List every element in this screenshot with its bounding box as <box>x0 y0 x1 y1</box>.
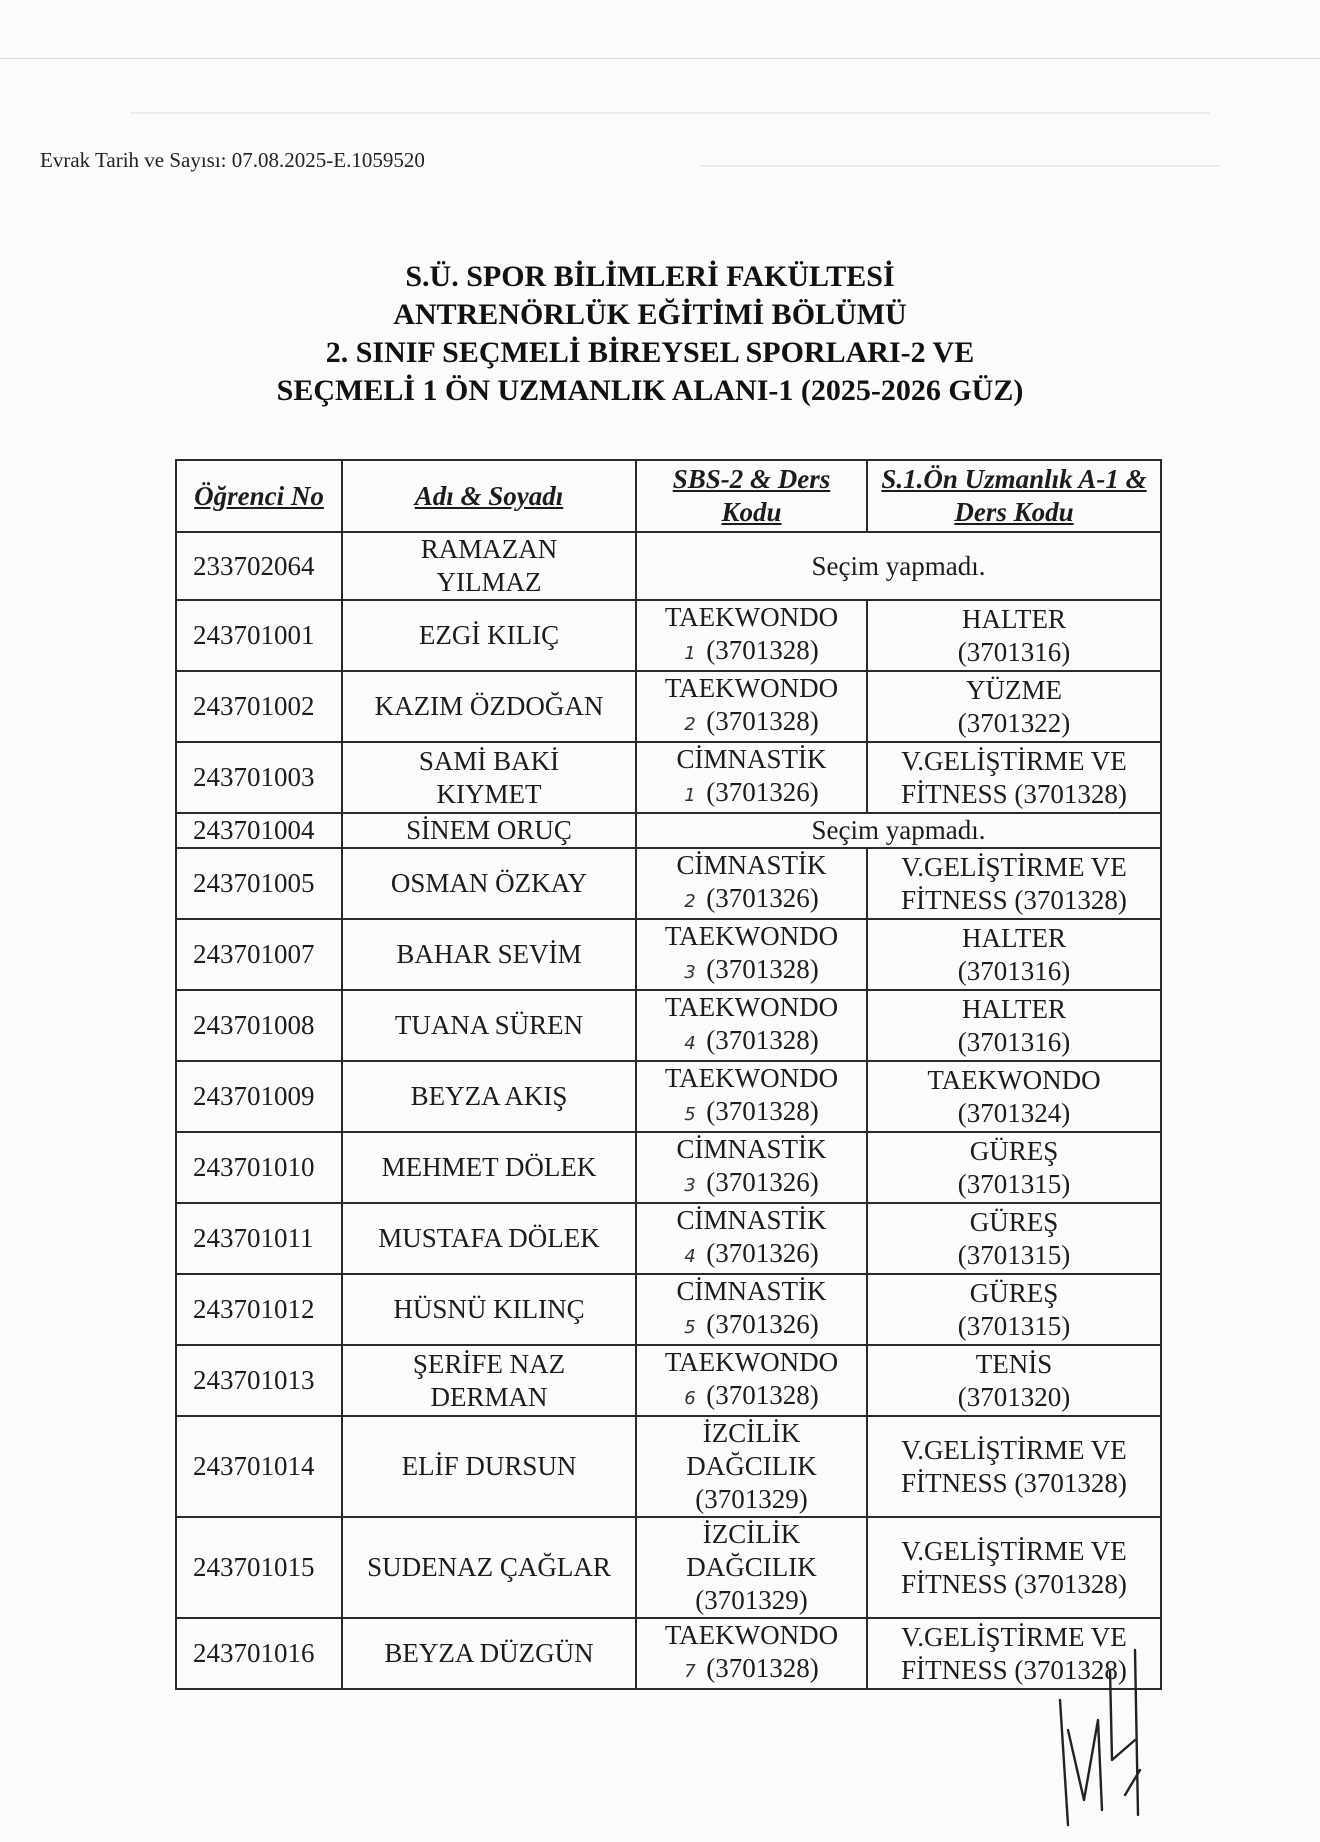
course-code: (3701326) <box>706 883 819 913</box>
sbs2-course-cell <box>636 1416 867 1517</box>
course-line: V.GELİŞTİRME VE <box>901 1535 1127 1566</box>
course-line: V.GELİŞTİRME VE <box>901 1434 1127 1465</box>
table-row <box>176 1274 1161 1345</box>
document-headings <box>200 258 1100 410</box>
course-line: CİMNASTİK <box>676 1205 827 1235</box>
handwritten-order-mark: 3 <box>684 962 696 983</box>
student-number-cell: 243701014 <box>176 1416 342 1517</box>
course-line: (3701329) <box>695 1484 808 1514</box>
handwritten-signature <box>1040 1610 1160 1830</box>
student-number-cell: 243701001 <box>176 600 342 671</box>
student-number-cell: 243701012 <box>176 1274 342 1345</box>
student-name-cell <box>342 600 636 671</box>
course-line: (3701315) <box>957 1239 1071 1270</box>
course-line: CİMNASTİK <box>676 1276 827 1306</box>
handwritten-order-mark: 2 <box>684 714 696 735</box>
course-line: GÜREŞ <box>969 1135 1059 1166</box>
table-row <box>176 1132 1161 1203</box>
course-line: (3701329) <box>695 1585 808 1615</box>
bleed-through-line <box>130 112 1210 114</box>
student-number-cell: 243701003 <box>176 742 342 813</box>
student-number-cell: 243701002 <box>176 671 342 742</box>
student-name-line: YILMAZ <box>436 567 542 597</box>
course-code-line <box>641 1166 862 1202</box>
sbs2-course-cell <box>636 990 867 1061</box>
student-number-cell: 243701010 <box>176 1132 342 1203</box>
document-reference: Evrak Tarih ve Sayısı: 07.08.2025-E.1059520 <box>40 148 425 172</box>
sbs2-course-cell <box>636 919 867 990</box>
course-code-line <box>641 1308 862 1344</box>
handwritten-order-mark: 4 <box>684 1246 696 1267</box>
pre-specialization-course-cell <box>867 742 1161 813</box>
student-name-cell <box>342 919 636 990</box>
course-line: (3701324) <box>957 1097 1071 1128</box>
course-line: (3701322) <box>957 707 1071 738</box>
student-name-cell <box>342 1132 636 1203</box>
no-selection-cell: Seçim yapmadı. <box>636 532 1161 600</box>
course-line: TAEKWONDO <box>664 1063 839 1093</box>
course-line: V.GELİŞTİRME VE <box>901 1621 1127 1652</box>
student-name-line: HÜSNÜ KILINÇ <box>393 1294 585 1324</box>
course-line: TENİS <box>975 1348 1053 1379</box>
course-line: TAEKWONDO <box>664 602 839 632</box>
course-line: İZCİLİK <box>702 1418 801 1448</box>
no-selection-cell: Seçim yapmadı. <box>636 813 1161 848</box>
course-code: (3701326) <box>706 1167 819 1197</box>
course-code-line <box>641 705 862 741</box>
student-name-line: ELİF DURSUN <box>401 1451 577 1481</box>
course-line: FİTNESS (3701328) <box>901 1568 1127 1599</box>
student-name-cell <box>342 1416 636 1517</box>
course-code-line <box>641 882 862 918</box>
sbs2-course-cell <box>636 848 867 919</box>
student-name-line: SİNEM ORUÇ <box>406 815 572 845</box>
student-name-line: DERMAN <box>430 1381 548 1412</box>
course-line: DAĞCILIK <box>686 1451 817 1481</box>
course-line: İZCİLİK <box>702 1519 801 1549</box>
course-code: (3701328) <box>706 1653 819 1683</box>
student-name-line: OSMAN ÖZKAY <box>390 868 588 898</box>
header-sbs2-course: SBS-2 & Ders Kodu <box>636 460 867 532</box>
student-name-line: BEYZA DÜZGÜN <box>384 1638 594 1668</box>
course-code: (3701326) <box>706 1238 819 1268</box>
student-name-line: SAMİ BAKİ <box>418 745 560 776</box>
table-row <box>176 600 1161 671</box>
student-name-cell <box>342 1203 636 1274</box>
handwritten-order-mark: 7 <box>684 1661 696 1682</box>
pre-specialization-course-cell <box>867 848 1161 919</box>
pre-specialization-course-cell <box>867 1132 1161 1203</box>
course-code-line <box>641 634 862 670</box>
handwritten-order-mark: 5 <box>684 1104 696 1125</box>
handwritten-order-mark: 5 <box>684 1317 696 1338</box>
student-number-cell: 243701015 <box>176 1517 342 1618</box>
course-code: (3701328) <box>706 954 819 984</box>
pre-specialization-course-cell <box>867 1203 1161 1274</box>
course-line: (3701320) <box>957 1381 1071 1412</box>
course-line: TAEKWONDO <box>927 1064 1101 1095</box>
paper-edge <box>0 58 1320 59</box>
student-name-line: RAMAZAN <box>420 534 558 564</box>
student-name-line: EZGİ KILIÇ <box>418 620 560 650</box>
student-name-cell <box>342 848 636 919</box>
course-line: GÜREŞ <box>969 1277 1059 1308</box>
table-row <box>176 919 1161 990</box>
course-line: (3701315) <box>957 1168 1071 1199</box>
course-line: TAEKWONDO <box>664 992 839 1022</box>
student-name-line: TUANA SÜREN <box>394 1010 584 1040</box>
course-code: (3701326) <box>706 777 819 807</box>
pre-specialization-course-cell <box>867 600 1161 671</box>
course-line: TAEKWONDO <box>664 1620 839 1650</box>
sbs2-course-cell <box>636 1274 867 1345</box>
sbs2-course-cell <box>636 1345 867 1416</box>
course-code: (3701328) <box>706 1380 819 1410</box>
sbs2-course-cell <box>636 671 867 742</box>
table-row <box>176 1345 1161 1416</box>
student-name-line: KAZIM ÖZDOĞAN <box>374 691 604 721</box>
student-number-cell: 243701007 <box>176 919 342 990</box>
pre-specialization-course-cell <box>867 990 1161 1061</box>
course-line: GÜREŞ <box>969 1206 1059 1237</box>
course-code-line <box>641 1095 862 1131</box>
course-line: HALTER <box>961 603 1066 634</box>
course-code-line <box>641 776 862 812</box>
table-row <box>176 848 1161 919</box>
course-code: (3701326) <box>706 1309 819 1339</box>
sbs2-course-cell <box>636 1132 867 1203</box>
table-row <box>176 1061 1161 1132</box>
course-line: YÜZME <box>966 674 1062 705</box>
student-number-cell: 243701004 <box>176 813 342 848</box>
course-line: FİTNESS (3701328) <box>901 778 1127 809</box>
table-row <box>176 1517 1161 1618</box>
sbs2-course-cell <box>636 600 867 671</box>
student-name-cell <box>342 742 636 813</box>
student-name-cell <box>342 1345 636 1416</box>
handwritten-order-mark: 1 <box>684 643 696 664</box>
course-line: CİMNASTİK <box>676 850 827 880</box>
student-number-cell: 243701005 <box>176 848 342 919</box>
course-line: V.GELİŞTİRME VE <box>901 745 1127 776</box>
student-name-cell <box>342 1061 636 1132</box>
sbs2-course-cell <box>636 742 867 813</box>
course-line: (3701316) <box>957 955 1071 986</box>
student-name-cell <box>342 1517 636 1618</box>
course-line: FİTNESS (3701328) <box>901 884 1127 915</box>
table-row <box>176 1203 1161 1274</box>
student-number-cell: 243701016 <box>176 1618 342 1689</box>
student-number-cell: 243701011 <box>176 1203 342 1274</box>
student-name-cell <box>342 671 636 742</box>
course-line: TAEKWONDO <box>664 673 839 703</box>
student-name-line: MUSTAFA DÖLEK <box>378 1223 600 1253</box>
course-line: TAEKWONDO <box>664 1347 839 1377</box>
table-row <box>176 990 1161 1061</box>
course-line: (3701315) <box>957 1310 1071 1341</box>
student-number-cell: 243701009 <box>176 1061 342 1132</box>
student-number-cell: 243701008 <box>176 990 342 1061</box>
pre-specialization-course-cell <box>867 1345 1161 1416</box>
course-code: (3701328) <box>706 706 819 736</box>
student-name-cell <box>342 1274 636 1345</box>
heading-line: 2. SINIF SEÇMELİ BİREYSEL SPORLARI-2 VE <box>325 336 975 369</box>
course-line: V.GELİŞTİRME VE <box>901 851 1127 882</box>
bleed-through-line <box>700 165 1220 167</box>
handwritten-order-mark: 3 <box>684 1175 696 1196</box>
course-line: HALTER <box>961 922 1066 953</box>
header-pre-specialization-course: S.1.Ön Uzmanlık A-1 & Ders Kodu <box>867 460 1161 532</box>
student-number-cell: 233702064 <box>176 532 342 600</box>
table-row <box>176 1416 1161 1517</box>
header-student-no: Öğrenci No <box>176 460 342 532</box>
course-line: CİMNASTİK <box>676 1134 827 1164</box>
course-code-line <box>641 1024 862 1060</box>
student-name-line: MEHMET DÖLEK <box>381 1152 597 1182</box>
student-name-line: BAHAR SEVİM <box>396 939 582 969</box>
course-line: FİTNESS (3701328) <box>901 1467 1127 1498</box>
pre-specialization-course-cell <box>867 1517 1161 1618</box>
course-code-line <box>641 953 862 989</box>
course-code: (3701328) <box>706 1025 819 1055</box>
table-row <box>176 813 1161 848</box>
student-name-cell <box>342 532 636 600</box>
handwritten-order-mark: 4 <box>684 1033 696 1054</box>
student-name-cell <box>342 1618 636 1689</box>
course-line: HALTER <box>961 993 1066 1024</box>
course-code-line <box>641 1237 862 1273</box>
course-line: CİMNASTİK <box>676 744 827 774</box>
course-line: DAĞCILIK <box>686 1552 817 1582</box>
pre-specialization-course-cell <box>867 1061 1161 1132</box>
course-code: (3701328) <box>706 635 819 665</box>
course-line: (3701316) <box>957 636 1071 667</box>
student-name-line: KIYMET <box>436 778 542 809</box>
student-number-cell: 243701013 <box>176 1345 342 1416</box>
student-name-cell <box>342 813 636 848</box>
student-name-line: ŞERİFE NAZ <box>412 1348 566 1379</box>
student-name-line: SUDENAZ ÇAĞLAR <box>367 1552 611 1582</box>
sbs2-course-cell <box>636 1061 867 1132</box>
heading-line: ANTRENÖRLÜK EĞİTİMİ BÖLÜMÜ <box>393 298 907 331</box>
student-name-cell <box>342 990 636 1061</box>
handwritten-order-mark: 2 <box>684 891 696 912</box>
table-body <box>176 532 1161 1689</box>
table-row <box>176 671 1161 742</box>
table-row <box>176 742 1161 813</box>
table-header-row <box>176 460 1161 532</box>
course-code-line <box>641 1652 862 1688</box>
pre-specialization-course-cell <box>867 1274 1161 1345</box>
table-row <box>176 1618 1161 1689</box>
heading-line: SEÇMELİ 1 ÖN UZMANLIK ALANI-1 (2025-2026 GÜZ) <box>276 374 1024 407</box>
handwritten-order-mark: 6 <box>684 1388 696 1409</box>
heading-line: S.Ü. SPOR BİLİMLERİ FAKÜLTESİ <box>405 260 895 293</box>
course-line: TAEKWONDO <box>664 921 839 951</box>
student-selection-table <box>175 459 1162 1690</box>
course-code: (3701328) <box>706 1096 819 1126</box>
table-row <box>176 532 1161 600</box>
handwritten-order-mark: 1 <box>684 785 696 806</box>
pre-specialization-course-cell <box>867 1416 1161 1517</box>
sbs2-course-cell <box>636 1618 867 1689</box>
pre-specialization-course-cell <box>867 919 1161 990</box>
student-name-line: BEYZA AKIŞ <box>410 1081 568 1111</box>
sbs2-course-cell <box>636 1517 867 1618</box>
course-code-line <box>641 1379 862 1415</box>
course-line: FİTNESS (3701328) <box>901 1654 1127 1685</box>
sbs2-course-cell <box>636 1203 867 1274</box>
course-line: (3701316) <box>957 1026 1071 1057</box>
header-name: Adı & Soyadı <box>342 460 636 532</box>
pre-specialization-course-cell <box>867 671 1161 742</box>
